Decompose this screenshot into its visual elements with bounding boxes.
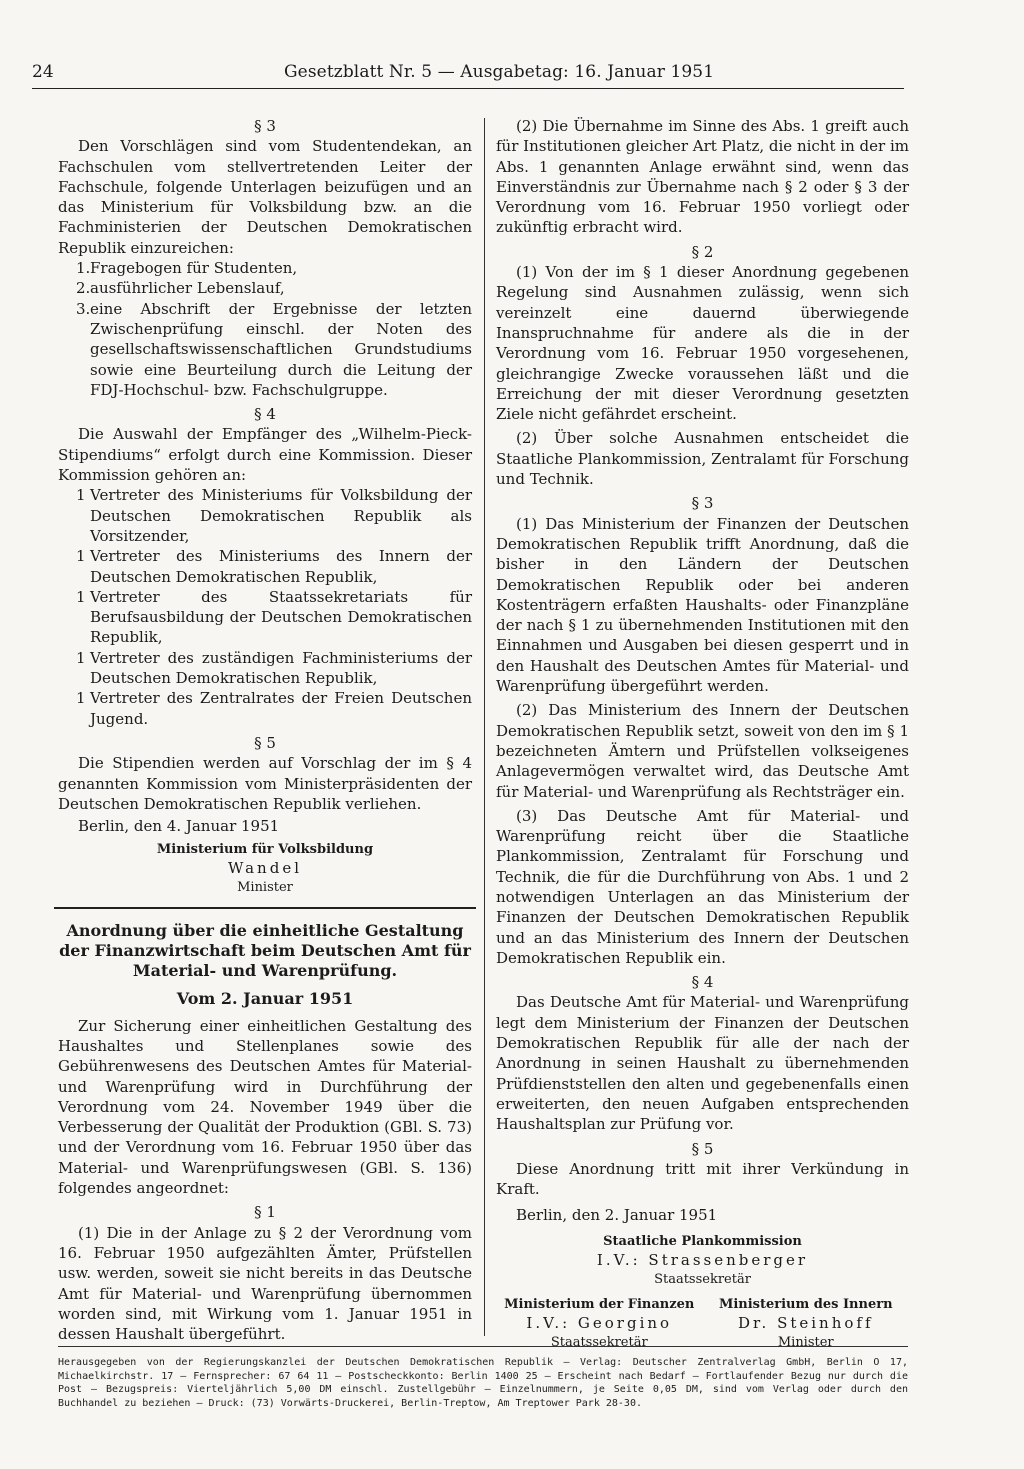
section-heading: § 2	[691, 242, 714, 261]
signature-block	[496, 1232, 909, 1289]
list-number: 1	[76, 648, 86, 667]
list-number: 1	[76, 689, 86, 708]
section-heading: § 3	[254, 117, 276, 135]
page-header	[32, 62, 904, 89]
section-heading: § 3	[691, 494, 714, 513]
list-text: eine Abschrift der Ergebnisse der letzten Zwischenprüfung einschl. der Noten des gesellschaftswissenschaftlichen Grundstudiums sowie eine Beurteilung durch die Leitung der FDJ-Hochschul- bzw. Fachschulgruppe.	[90, 299, 472, 399]
right-column	[496, 116, 909, 1352]
paragraph: (3) Das Deutsche Amt für Material- und Warenprüfung reicht über die Staatliche Plankommission, Zentralamt für Forschung und Technik, die für die Durchführung von Abs. 1 und 2 notwendigen Unterlagen an das Ministerium der Finanzen der Deutschen Demokratischen Republik und an das Ministerium des Innern der Deutschen Demokratischen Republik ein.	[496, 806, 909, 967]
paragraph: (2) Die Übernahme im Sinne des Abs. 1 greift auch für Institutionen gleicher Art Platz, die nicht in der im Abs. 1 genannten Anlage erwähnt sind, wenn das Einverständnis zur Übernahme nach § 2 oder § 3 der Verordnung vom 16. Februar 1950 vorliegt oder zukünftig erbracht wird.	[496, 117, 909, 237]
list-number: 1	[76, 547, 86, 566]
signature-name: Dr. Steinhoff	[737, 1313, 874, 1332]
signature-block	[496, 1295, 703, 1352]
paragraph: Das Deutsche Amt für Material- und Warenprüfung legt dem Ministerium der Finanzen der Deutschen Demokratischen Republik für alle der nach der Anordnung in seinen Haushalt zu übernehmenden Prüfdienststellen den alten und gegebenenfalls einen erweiterten, den neuen Aufgaben entsprechenden Haushaltsplan zur Prüfung vor.	[496, 993, 909, 1134]
paragraph: Die Stipendien werden auf Vorschlag der im § 4 genannten Kommission vom Ministerpräsidenten der Deutschen Demokratischen Republik verliehen.	[58, 754, 472, 813]
list-text: Vertreter des Ministeriums für Volksbildung der Deutschen Demokratischen Republik als Vorsitzender,	[90, 486, 472, 545]
list-item	[58, 688, 472, 729]
list-text: Fragebogen für Studenten,	[90, 259, 298, 278]
column-divider	[484, 118, 485, 1336]
signature-role: Staatssekretär	[654, 1271, 751, 1287]
list-text: Vertreter des Ministeriums des Innern der Deutschen Demokratischen Republik,	[90, 547, 472, 586]
paragraph: Die Auswahl der Empfänger des „Wilhelm-Pieck-Stipendiums“ erfolgt durch eine Kommission. Dieser Kommission gehören an:	[58, 425, 472, 485]
decree-title: Anordnung über die einheitliche Gestaltung der Finanzwirtschaft beim Deutschen Amt für Material- und Warenprüfung.	[59, 921, 471, 981]
list-text: Vertreter des Staatssekretariats für Berufsausbildung der Deutschen Demokratischen Republik,	[90, 587, 472, 647]
paragraph: Den Vorschlägen sind vom Studentendekan, an Fachschulen vom stellvertretenden Leiter der Fachschule, folgende Unterlagen beizufügen und an das Ministerium für Volksbildung bzw. an die Fachministerien der Deutschen Demokratischen Republik einzureichen:	[58, 137, 472, 257]
paragraph: (2) Das Ministerium des Innern der Deutschen Demokratischen Republik setzt, soweit von den im § 1 bezeichneten Ämtern und Prüfstellen volkseigenes Anlagevermögen verwaltet wird, das Deutsche Amt für Material- und Warenprüfung als Rechtsträger ein.	[496, 701, 909, 801]
list-item	[58, 278, 472, 298]
list-item	[58, 485, 472, 546]
list-number: 3.	[76, 299, 91, 318]
list-item	[58, 258, 472, 278]
list-number: 2.	[76, 279, 91, 298]
paragraph: (1) Die in der Anlage zu § 2 der Verordnung vom 16. Februar 1950 aufgezählten Ämter, Prüfstellen usw. werden, soweit sie nicht bereits in das Deutsche Amt für Material- und Warenprüfung übernommen worden sind, mit Wirkung vom 1. Januar 1951 in dessen Haushalt übergeführt.	[58, 1223, 472, 1344]
signature-name: Wandel	[228, 859, 302, 878]
list-text: Vertreter des Zentralrates der Freien Deutschen Jugend.	[90, 689, 472, 728]
list-item	[58, 587, 472, 648]
list-number: 1.	[76, 259, 91, 278]
signature-name: I.V.: Georgino	[526, 1313, 673, 1332]
section-heading: § 4	[691, 973, 714, 992]
commission-members-list	[58, 485, 472, 729]
place-date: Berlin, den 2. Januar 1951	[516, 1206, 718, 1225]
list-text: Vertreter des zuständigen Fachministeriums der Deutschen Demokratischen Republik,	[90, 648, 472, 688]
signature-organization: Ministerium für Volksbildung	[156, 842, 374, 858]
signature-row	[496, 1295, 909, 1352]
section-divider	[54, 907, 476, 909]
left-column	[58, 116, 472, 1344]
section-heading: § 5	[691, 1139, 714, 1158]
signature-role: Minister	[777, 1334, 834, 1350]
list-number: 1	[76, 587, 86, 606]
signature-role: Staatssekretär	[550, 1334, 648, 1350]
signature-block	[58, 840, 472, 897]
page-number: 24	[32, 62, 54, 82]
list-item	[58, 546, 472, 587]
imprint-footer: Herausgegeben von der Regierungskanzlei der Deutschen Demokratischen Republik — Verlag: Deutscher Zentralverlag GmbH, Berlin O 17, Michaelkirchstr. 17 — Fernsprecher: 67 64 11 — Postscheckkonto: Berlin 1400 25 — Erscheint nach Bedarf — Fortlaufender Bezug nur durch die Post — Bezugspreis: Vierteljährlich 5,00 DM einschl. Zustellgebühr — Einzelnummern, je Seite 0,05 DM, sind vom Verlag oder durch den Buchhandel zu beziehen — Druck: (73) Vorwärts-Druckerei, Berlin-Treptow, Am Treptower Park 28-30.	[58, 1346, 908, 1410]
signature-organization: Ministerium des Innern	[718, 1296, 893, 1312]
signature-name: I.V.: Strassenberger	[596, 1250, 809, 1269]
paragraph: (1) Das Ministerium der Finanzen der Deutschen Demokratischen Republik trifft Anordnung, daß die bisher in den Ländern der Deutschen Demokratischen Republik oder bei anderen Kostenträgern erfaßten Haushalts- oder Finanzpläne der nach § 1 zu übernehmenden Institutionen mit den Einnahmen und Ausgaben bei diesen gesperrt und in den Haushalt des Deutschen Amtes für Material- und Warenprüfung übergeführt werden.	[496, 514, 909, 696]
list-text: ausführlicher Lebenslauf,	[90, 279, 285, 298]
section-heading: § 4	[254, 405, 276, 424]
signature-block	[703, 1295, 910, 1352]
list-number: 1	[76, 486, 86, 505]
section-heading: § 5	[254, 733, 276, 752]
place-date: Berlin, den 4. Januar 1951	[78, 817, 280, 836]
list-item	[58, 648, 472, 689]
section-heading: § 1	[254, 1203, 276, 1222]
paragraph: (2) Über solche Ausnahmen entscheidet die Staatliche Plankommission, Zentralamt für Forschung und Technik.	[496, 429, 909, 489]
running-title: Gesetzblatt Nr. 5 — Ausgabetag: 16. Januar 1951	[284, 62, 715, 82]
list-item	[58, 299, 472, 400]
document-list	[58, 258, 472, 400]
paragraph: Diese Anordnung tritt mit ihrer Verkündung in Kraft.	[496, 1159, 909, 1199]
paragraph: Zur Sicherung einer einheitlichen Gestaltung des Haushaltes und Stellenplanes sowie des Gebührenwesens des Deutschen Amtes für Material- und Warenprüfung wird in Durchführung der Verordnung vom 24. November 1949 über die Verbesserung der Qualität der Produktion (GBl. S. 73) und der Verordnung vom 16. Februar 1950 über das Material- und Warenprüfungswesen (GBl. S. 136) folgendes angeordnet:	[58, 1016, 472, 1198]
decree-date: Vom 2. Januar 1951	[176, 989, 354, 1009]
signature-role: Minister	[237, 880, 293, 896]
paragraph: (1) Von der im § 1 dieser Anordnung gegebenen Regelung sind Ausnahmen zulässig, wenn sich vereinzelt eine dauernd überwiegende Inanspruchnahme für andere als die in der Verordnung vom 16. Februar 1950 vorgesehenen, gleichrangige Zwecke voraussehen läßt und die Erreichung der mit dieser Verordnung gesetzten Ziele nicht gefährdet erscheint.	[496, 263, 909, 424]
signature-organization: Ministerium der Finanzen	[504, 1296, 695, 1312]
signature-organization: Staatliche Plankommission	[603, 1233, 802, 1249]
